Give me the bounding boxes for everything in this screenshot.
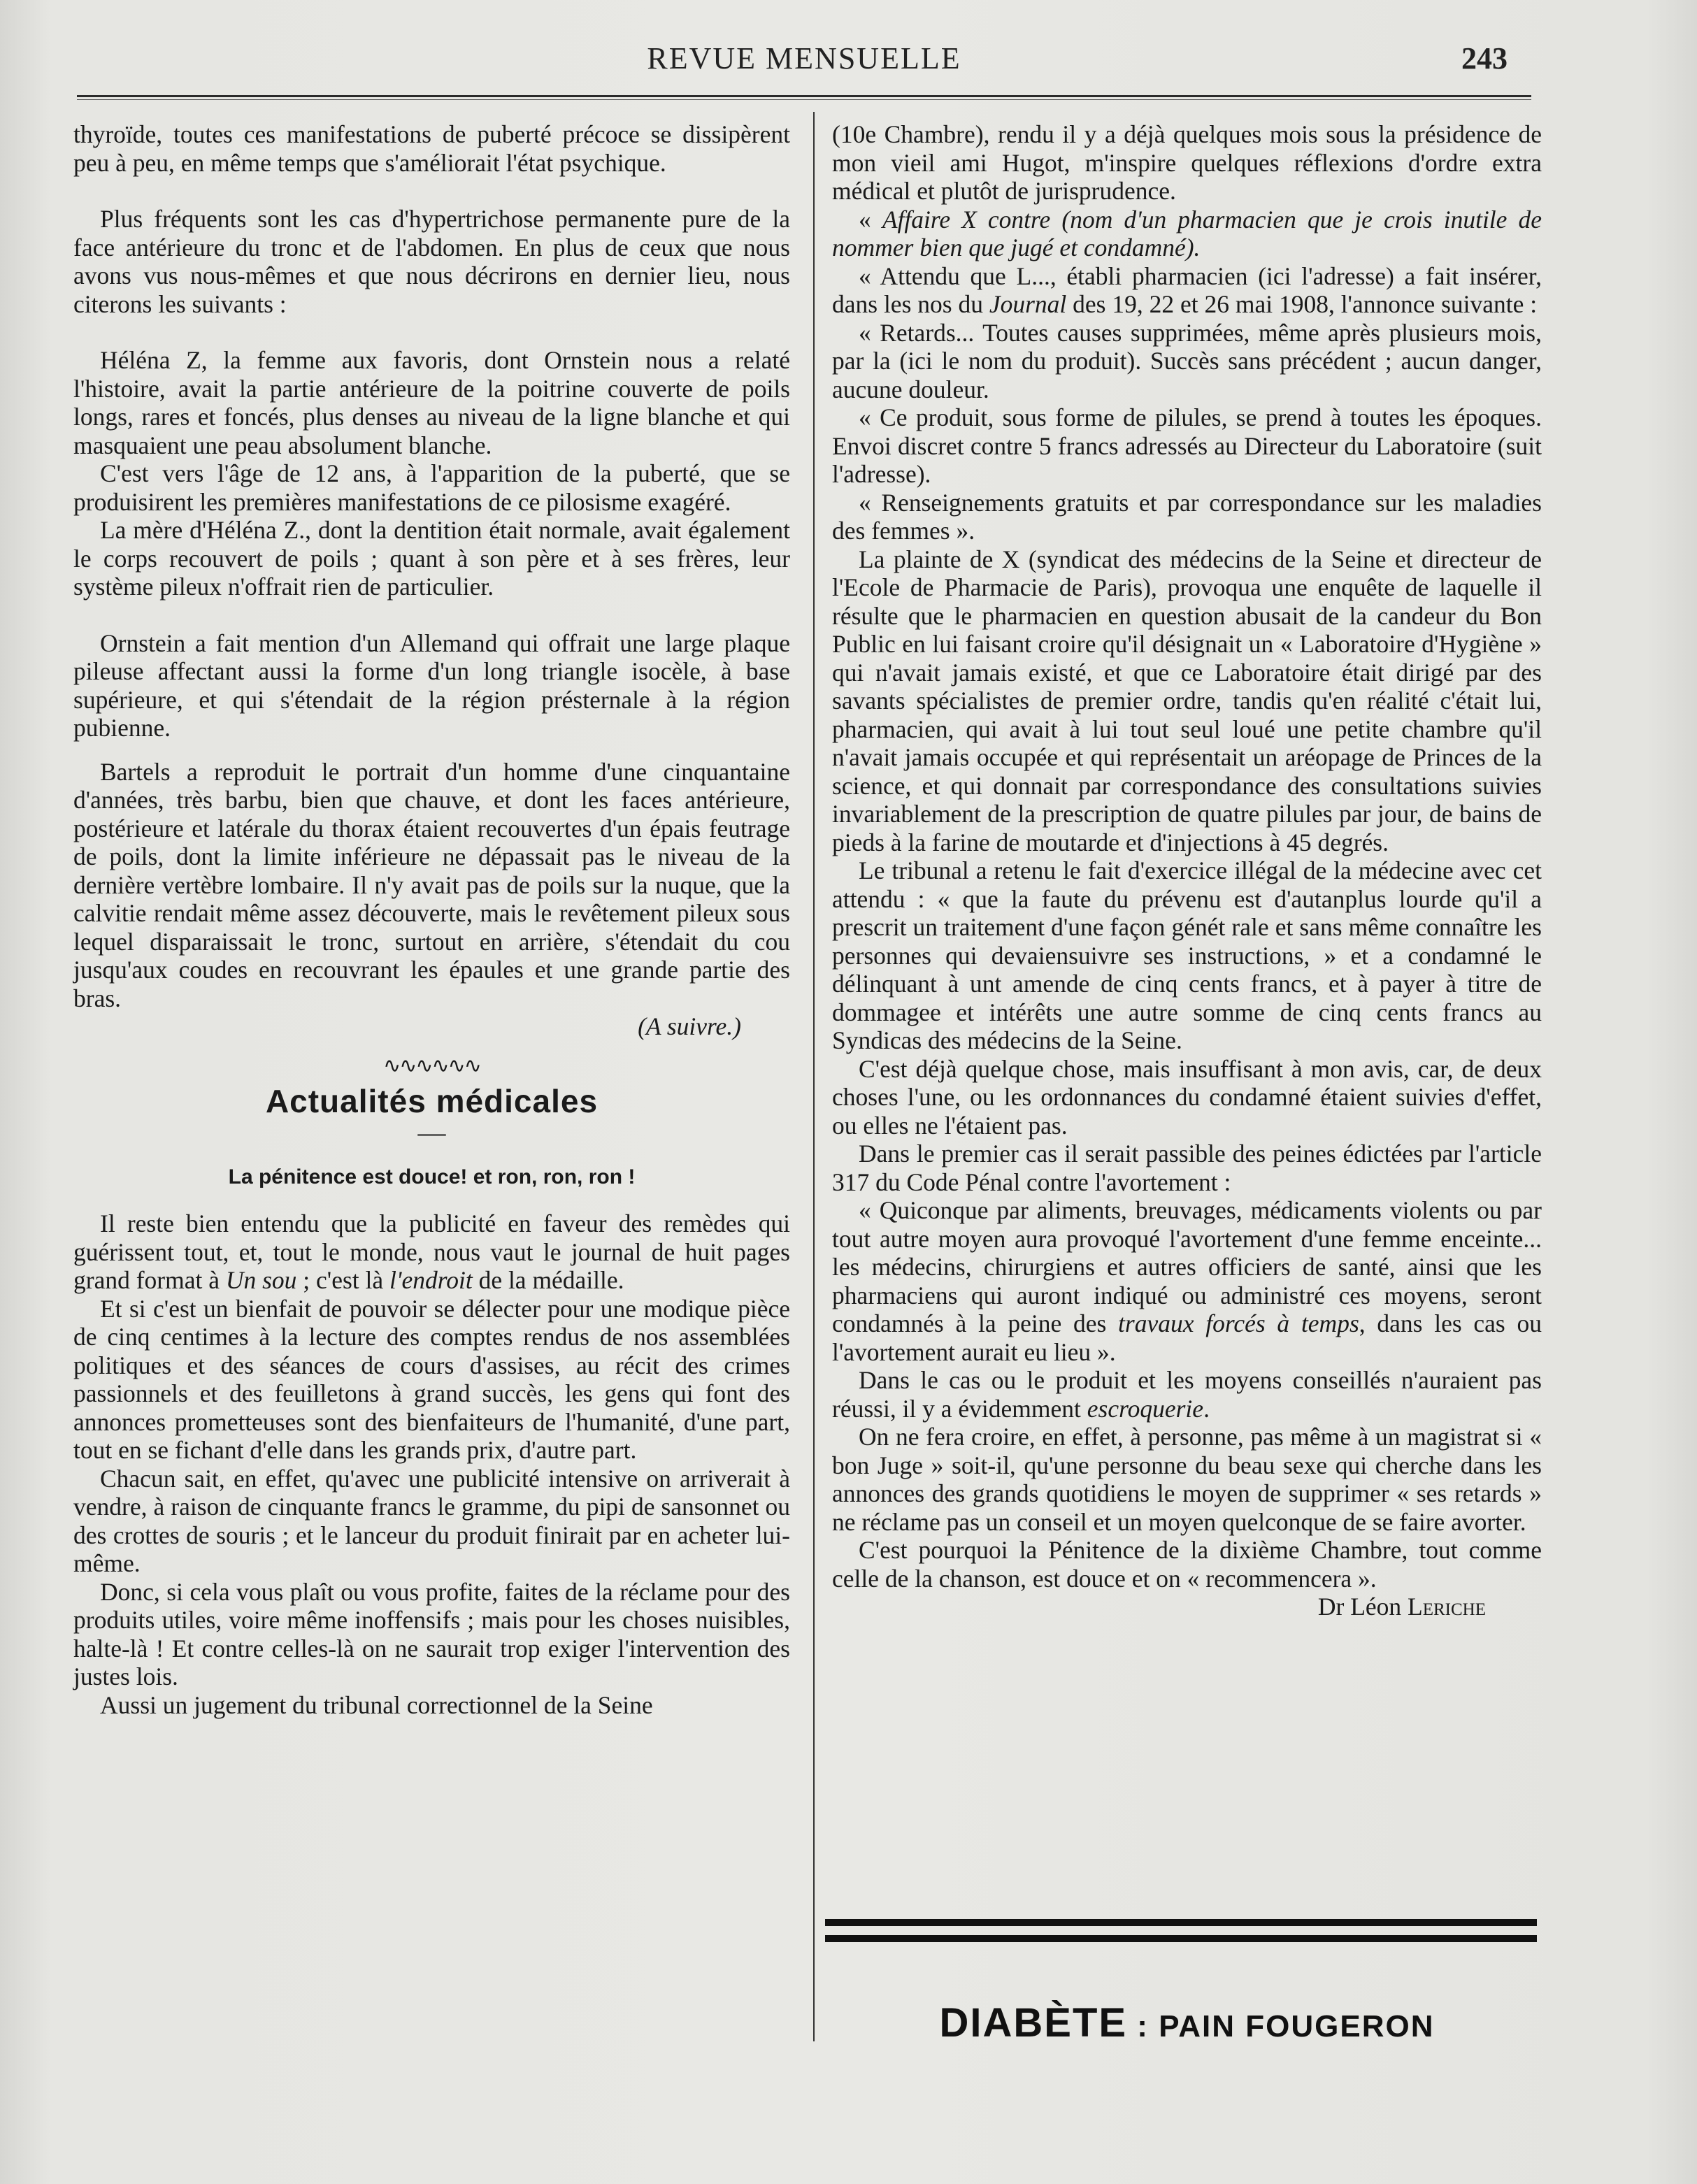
article-subtitle: La pénitence est douce! et ron, ron, ron !: [228, 1165, 636, 1188]
advertisement: [832, 1999, 1542, 2046]
paragraph: Chacun sait, en effet, qu'avec une publicité intensive on arriverait à vendre, à raison de cinquante francs le gramme, du pipi de sansonnet ou des crottes de souris ; et le lanceur du produit finirait par en acheter lui-même.: [73, 1464, 790, 1577]
paragraph: C'est déjà quelque chose, mais insuffisant à mon avis, car, de deux choses l'une, ou les ordonnances du condamné étaient suivies d'effet, ou elles ne l'étaient pas.: [832, 1054, 1542, 1140]
advert-headline: DIABÈTE: [939, 2000, 1128, 2046]
right-column: [832, 120, 1542, 1621]
paragraph: Dans le premier cas il serait passible des peines édictées par l'article 317 du Code Pénal contre l'avortement :: [832, 1140, 1542, 1196]
paragraph: « Renseignements gratuits et par correspondance sur les maladies des femmes ».: [832, 488, 1542, 545]
column-divider: [813, 112, 815, 2041]
paragraph: Et si c'est un bienfait de pouvoir se délecter pour une modique pièce de cinq centimes à la lecture des comptes rendus de nos assemblées politiques et des séances de cours d'assises, au récit des crimes passionnels et des feuilletons à grand succès, les gens qui font des annonces prometteuses sont des bienfaiteurs de l'humanité, d'une part, tout en se fichant d'elle dans les grands prix, d'autre part.: [73, 1294, 790, 1464]
paragraph: (10e Chambre), rendu il y a déjà quelques mois sous la présidence de mon vieil ami Hugot, m'inspire quelques réflexions d'ordre extra médical et plutôt de jurisprudence.: [832, 120, 1542, 205]
paragraph: « Affaire X contre (nom d'un pharmacien que je crois inutile de nommer bien que jugé et condamné).: [832, 205, 1542, 261]
ornament-divider: ∿∿∿∿∿∿: [383, 1054, 480, 1077]
advert-product: PAIN FOUGERON: [1159, 2009, 1435, 2043]
advert-rule-top: [825, 1919, 1537, 1926]
paragraph: Donc, si cela vous plaît ou vous profite, faites de la réclame pour des produits utiles, voire même inoffensifs ; mais pour les choses nuisibles, halte-là ! Et contre celles-là on ne saurait trop exiger l'intervention des justes lois.: [73, 1577, 790, 1690]
page-number: 243: [1461, 41, 1508, 76]
paragraph: Aussi un jugement du tribunal correctionnel de la Seine: [100, 1690, 653, 1719]
paragraph: On ne fera croire, en effet, à personne, pas même à un magistrat si « bon Juge » soit-il, qu'une personne du beau sexe qui cherche dans les annonces des grands quotidiens le moyen de supprimer « ses retards » ne réclame pas un conseil et un moyen quelconque de se faire avorter.: [832, 1423, 1542, 1536]
header-rule-thin: [77, 99, 1531, 100]
left-column: [73, 120, 790, 1719]
paragraph: « Quiconque par aliments, breuvages, médicaments violents ou par tout autre moyen aura provoqué l'avortement d'une femme enceinte... les médecins, chirurgiens et autres officiers de santé, ainsi que les pharmaciens qui auront indiqué ou administré ces moyens, seront condamnés à la peine des travaux forcés à temps, dans les cas ou l'avortement aurait eu lieu ».: [832, 1196, 1542, 1366]
section-title: Actualités médicales: [265, 1083, 599, 1119]
title-dash: —: [417, 1116, 446, 1148]
paragraph: Bartels a reproduit le portrait d'un homme d'une cinquantaine d'années, très barbu, bien que chauve, et dont les faces antérieure, postérieure et latérale du thorax étaient recouvertes d'un épais feutrage de poils, dont la limite inférieure ne dépassait pas le niveau de la dernière vertèbre lombaire. Il n'y avait pas de poils sur la nuque, que la calvitie rendait même assez découverte, mais le revêtement pileux sous lequel disparaissait le tronc, surtout en arrière, s'étendait du cou jusqu'aux coudes en recouvrant les épaules et une grande partie des bras.: [73, 757, 790, 1012]
paragraph: C'est pourquoi la Pénitence de la dixième Chambre, tout comme celle de la chanson, est douce et on « recommencera ».: [832, 1536, 1542, 1593]
paragraph: « Ce produit, sous forme de pilules, se prend à toutes les époques. Envoi discret contre 5 francs adressés au Directeur du Laboratoire (suit l'adresse).: [832, 403, 1542, 488]
author-signature: Dr Léon Leriche: [1317, 1593, 1486, 1621]
advert-separator: :: [1127, 2009, 1159, 2043]
paragraph: Le tribunal a retenu le fait d'exercice illégal de la médecine avec cet attendu : « que la faute du prévenu est d'autanplus lourde qu'il a prescrit un traitement d'une façon génét rale et sans même connaître les personnes qui devaiensuivre ses instructions, » et a condamné le délinquant à unt amende de cinq cents francs, et à payer à titre de dommagee et intérêts une autre somme de cinq cents francs au Syndicas des médecins de la Seine.: [832, 856, 1542, 1054]
paragraph: Dans le cas ou le produit et les moyens conseillés n'auraient pas réussi, il y a évidemment escroquerie.: [832, 1366, 1542, 1423]
paragraph: La mère d'Héléna Z., dont la dentition était normale, avait également le corps recouvert de poils ; quant à son père et à ses frères, leur système pileux n'offrait rien de particulier.: [73, 516, 790, 601]
paragraph: Plus fréquents sont les cas d'hypertrichose permanente pure de la face antérieure du tronc et de l'abdomen. En plus de ceux que nous avons vus nous-mêmes et que nous décrirons en dernier lieu, nous citerons les suivants :: [73, 205, 790, 318]
paragraph: « Attendu que L..., établi pharmacien (ici l'adresse) a fait insérer, dans les nos du Journal des 19, 22 et 26 mai 1908, l'annonce suivante :: [832, 261, 1542, 318]
header-rule: [77, 95, 1531, 97]
paragraph: « Retards... Toutes causes supprimées, même après plusieurs mois, par la (ici le nom du produit). Succès sans précédent ; aucun danger, aucune douleur.: [832, 318, 1542, 403]
paragraph: Ornstein a fait mention d'un Allemand qui offrait une large plaque pileuse affectant aussi la forme d'un long triangle isocèle, à base supérieure, et qui s'étendait de la région présternale à la région pubienne.: [73, 628, 790, 742]
paragraph: Héléna Z, la femme aux favoris, dont Ornstein nous a relaté l'histoire, avait la partie antérieure de la poitrine couverte de poils longs, rares et foncés, plus denses au niveau de la ligne blanche et qui masquaient une peau absolument blanche.: [73, 346, 790, 459]
paragraph: C'est vers l'âge de 12 ans, à l'apparition de la puberté, que se produisirent les premières manifestations de ce pilosisme exagéré.: [73, 459, 790, 516]
running-title: REVUE MENSUELLE: [647, 41, 961, 76]
paragraph: La plainte de X (syndicat des médecins de la Seine et directeur de l'Ecole de Pharmacie de Paris), provoqua une enquête de laquelle il résulte que le pharmacien en question abusait de la candeur du Bon Public en lui faisant croire qu'il désignait un « Laboratoire d'Hygiène » qui n'avait jamais existé, et que ce Laboratoire était dirigé par des savants spécialistes de premier ordre, tandis qu'en réalité c'était lui, pharmacien, qui avait à lui tout seul loué une petite chambre qu'il n'avait jamais occupée et qui représentait un aréopage de Princes de la science, et qui donnait par correspondance des consultations suivies invariablement de la prescription de quatre pilules par jour, de bains de pieds à la farine de moutarde et d'injections à 45 degrés.: [832, 545, 1542, 856]
paragraph: Il reste bien entendu que la publicité en faveur des remèdes qui guérissent tout, et, tout le monde, nous vaut le journal de huit pages grand format à Un sou ; c'est là l'endroit de la médaille.: [73, 1209, 790, 1294]
to-be-continued: (A suivre.): [638, 1012, 741, 1040]
paragraph: thyroïde, toutes ces manifestations de puberté précoce se dissipèrent peu à peu, en même temps que s'améliorait l'état psychique.: [73, 120, 790, 177]
advert-rule-bottom: [825, 1935, 1537, 1942]
